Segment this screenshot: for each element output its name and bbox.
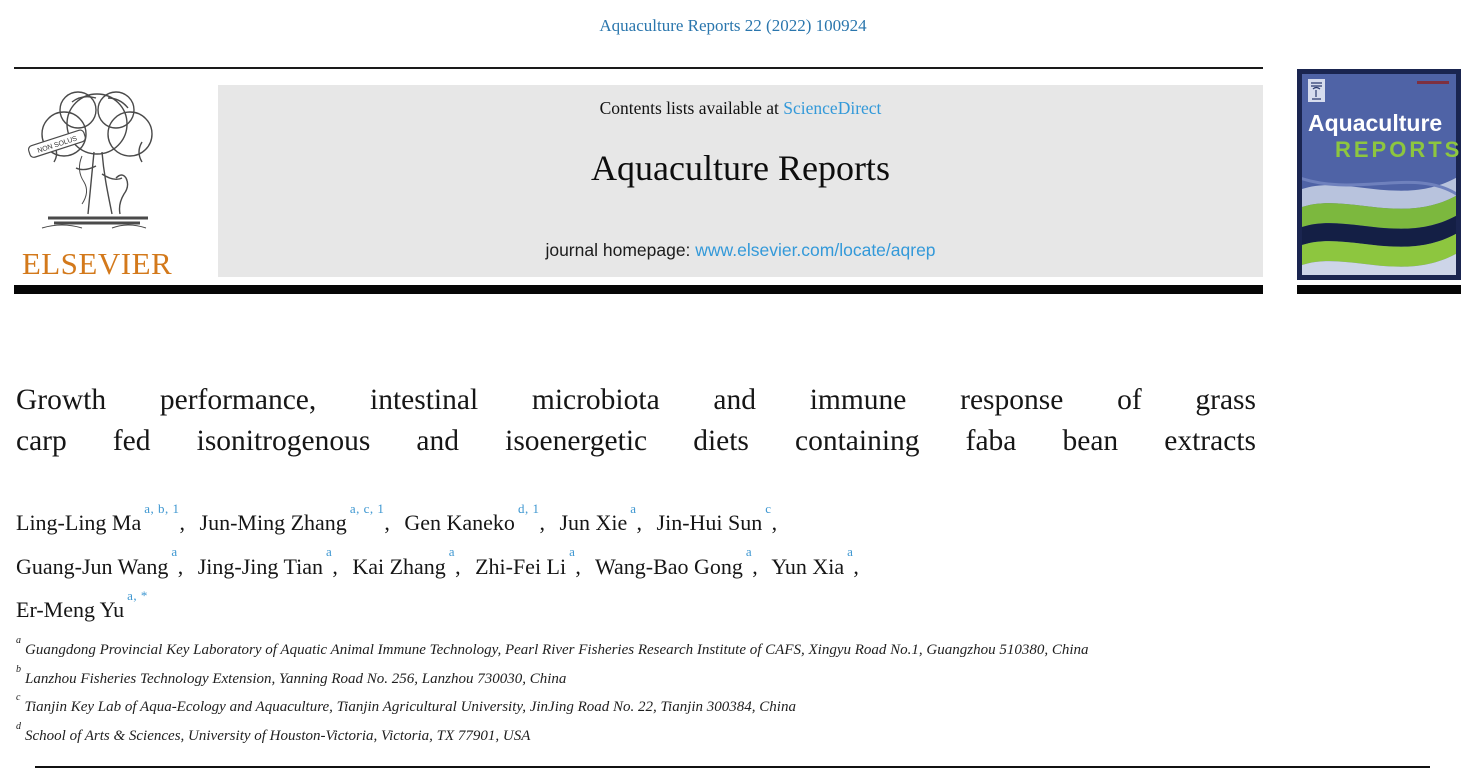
elsevier-wordmark: ELSEVIER [21, 246, 173, 281]
elsevier-logo [12, 82, 182, 282]
author: Jing-Jing Tian$^a$, [197, 544, 338, 579]
author: Zhi-Fei Li$^a$, [475, 544, 581, 579]
author-line-2 [16, 542, 1266, 585]
author-affiliation-sup: a [569, 544, 576, 560]
footnote-divider [35, 766, 1430, 768]
affiliations [16, 634, 1266, 748]
author-affiliation-sup: a [326, 544, 333, 560]
article-title [16, 380, 1256, 462]
author: Jin-Hui Sun$^c$, [656, 501, 778, 536]
top-divider [14, 67, 1263, 69]
author-affiliation-sup: a [630, 501, 637, 516]
article-title-line1: Growth performance, intestinal microbiota and immune response of grass [16, 384, 1256, 416]
author-affiliation-sup: a, b, 1 [144, 501, 180, 516]
journal-title: Aquaculture Reports [591, 148, 890, 188]
contents-line [218, 98, 1263, 119]
contents-prefix: Contents lists available at [599, 98, 784, 118]
author-affiliation-sup: a [448, 544, 456, 560]
elsevier-tree-icon [12, 82, 182, 247]
affiliation-label: b [16, 663, 21, 675]
affiliation-c: $^c$Tianjin Key Lab of Aqua-Ecology and Aquaculture, Tianjin Agricultural University, JinJing Road No. 22, Tianjin 300384, China [16, 692, 796, 715]
non-solus-banner-text: NON SOLUS [36, 135, 79, 155]
author: Kai Zhang$^a$, [352, 544, 461, 579]
header-divider-bar [14, 285, 1263, 294]
author-affiliation-sup: a [171, 544, 178, 560]
sciencedirect-link[interactable]: ScienceDirect [783, 98, 882, 118]
author-list [16, 499, 1266, 629]
author: Guang-Jun Wang$^a$, [16, 544, 184, 579]
homepage-url-link[interactable]: www.elsevier.com/locate/aqrep [695, 240, 936, 260]
author-affiliation-sup: d, 1 [517, 501, 540, 516]
affiliation-label: d [16, 720, 21, 732]
cover-title-line2: REPORTS [1335, 137, 1461, 162]
author: Gen Kaneko$^{d, 1}$, [404, 501, 545, 536]
author-affiliation-sup: a [847, 544, 854, 560]
author: Jun-Ming Zhang$^{a, c, 1}$, [199, 501, 390, 536]
cover-image [1297, 69, 1461, 280]
article-title-line2: carp fed isonitrogenous and isoenergetic diets containing faba bean extracts [16, 425, 1256, 457]
affiliation-d: $^d$School of Arts & Sciences, University of Houston-Victoria, Victoria, TX 77901, USA [16, 720, 531, 744]
cover-title-line1: Aquaculture [1308, 110, 1443, 136]
affiliation-b: $^b$Lanzhou Fisheries Technology Extension, Yanning Road No. 256, Lanzhou 730030, China [16, 663, 567, 687]
author: Er-Meng $Yu^{a, *}$ [16, 587, 148, 622]
author: Jun Xie$^a$, [559, 501, 643, 536]
journal-citation: Aquaculture Reports 22 (2022) 100924 [599, 16, 867, 35]
author: Wang-Bao Gong$^a$, [595, 544, 758, 579]
author-affiliation-sup: c [765, 501, 772, 516]
author: Yun Xia$^a$, [771, 544, 859, 579]
homepage-label: journal homepage: [545, 240, 696, 260]
author-line-1 [16, 499, 1266, 542]
cover-issn-text [1417, 81, 1449, 84]
homepage-line [218, 240, 1263, 261]
cover-divider-bar [1297, 285, 1461, 294]
author-affiliation-sup: a, c, 1 [349, 501, 385, 516]
author-affiliation-sup: a, * [127, 587, 148, 603]
author: Ling-Ling Ma$^{a, b, 1}$, [16, 501, 186, 536]
affiliation-label: c [16, 692, 21, 703]
journal-cover-thumbnail [1297, 69, 1461, 280]
journal-header-box [218, 85, 1263, 277]
affiliation-a: $^a$Guangdong Provincial Key Laboratory of Aquatic Animal Immune Technology, Pearl River Fisheries Research Institute of CAFS, Xingyu Road No.1, Guangzhou 510380, China [16, 635, 1089, 658]
author-affiliation-sup: a [745, 544, 753, 560]
affiliation-label: a [16, 635, 21, 646]
author-line-3 [16, 586, 1266, 629]
